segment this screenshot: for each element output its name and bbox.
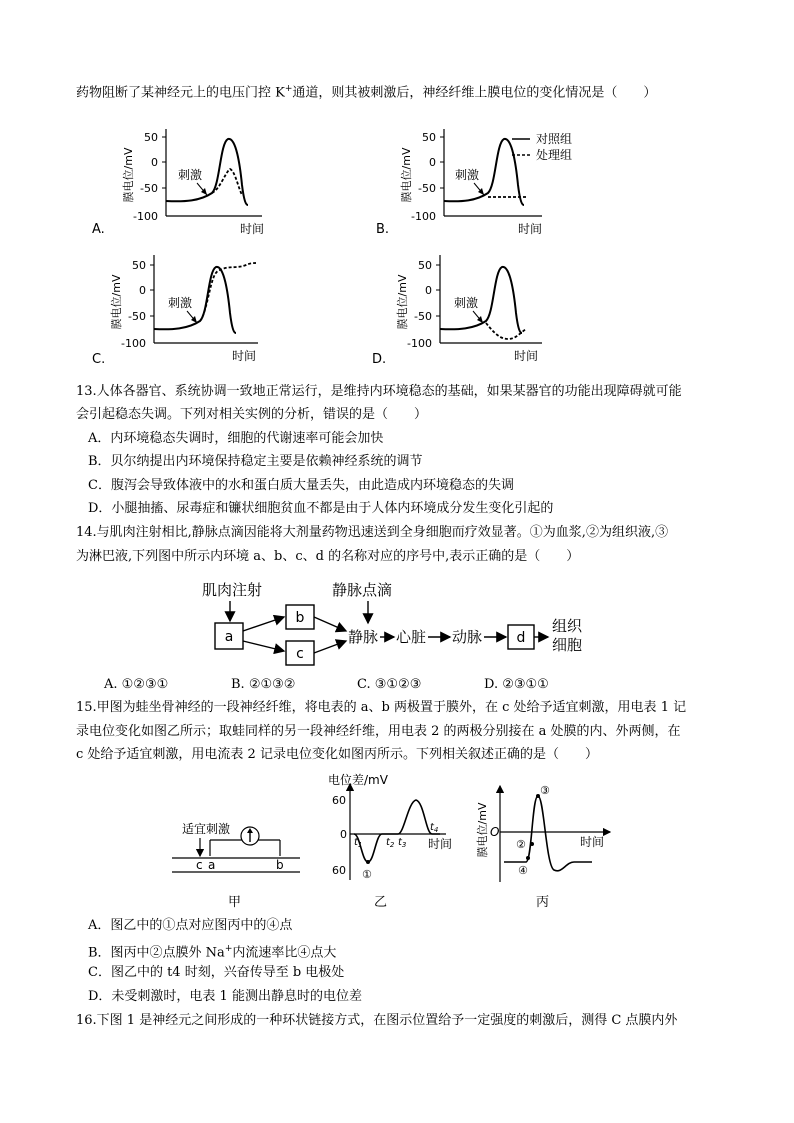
q14-option-d: D. ②③①① [484, 677, 549, 692]
q12-graph-d [372, 255, 542, 367]
tissue-label-2: 细胞 [552, 636, 583, 654]
q15-option-b-sup: + [224, 944, 233, 954]
tissue-label-1: 组织 [552, 617, 583, 635]
q14-option-a: A. ①②③① [104, 677, 169, 692]
q12-intro-text: 药物阻断了某神经元上的电压门控 K [76, 85, 285, 101]
stim-label: 刺激 [455, 168, 480, 182]
legend-control: 对照组 [536, 132, 573, 146]
tick-0: 0 [139, 284, 146, 297]
q16-stem-1: 16.下图 1 是神经元之间形成的一种环状链接方式，在图示位置给予一定强度的刺激后，测得 C 点膜内外 [76, 1013, 678, 1028]
q14-flow-diagram [180, 575, 600, 675]
tick-neg50: -50 [140, 182, 158, 195]
q15-option-d: D．未受刺激时，电表 1 能测出静息时的电位差 [88, 989, 362, 1004]
heart-label: 心脏 [396, 628, 427, 646]
yi-t2: $t_2$ [386, 837, 395, 849]
yi-y-bottom: 60 [332, 864, 346, 877]
q12-intro-sup: + [284, 84, 293, 94]
x-axis-label: 时间 [514, 349, 539, 363]
x-axis-label: 时间 [240, 222, 265, 236]
q13-option-d: D．小腿抽搐、尿毒症和镰状细胞贫血不都是由于人体内环境成分发生变化引起的 [88, 501, 554, 516]
q13-stem-1: 13.人体各器官、系统协调一致地正常运行，是维持内环境稳态的基础，如果某器官的功能出现障碍就可能 [76, 384, 682, 399]
option-a-label: A. [92, 222, 105, 237]
legend-treatment: 处理组 [536, 148, 573, 162]
q13-option-b: B．贝尔纳提出内环境保持稳定主要是依赖神经系统的调节 [88, 454, 423, 469]
yi-mark-1: ① [362, 868, 372, 881]
tick-0: 0 [429, 156, 436, 169]
box-b: b [295, 610, 305, 626]
caption-jia: 甲 [228, 895, 242, 910]
tick-neg100: -100 [133, 210, 158, 223]
q15-stem-2: 录电位变化如图乙所示；取蛙同样的另一段神经纤维，用电表 2 的两极分别接在 a 处膜的内、外两侧，在 [76, 724, 681, 739]
q14-stem-2: 为淋巴液,下列图中所示内环境 a、b、c、d 的名称对应的序号中,表示正确的是（ ） [76, 549, 580, 564]
stim-label: 刺激 [178, 168, 203, 182]
tick-neg100: -100 [407, 337, 432, 350]
bing-mark-4: ④ [518, 864, 528, 877]
option-d-label: D. [372, 352, 387, 367]
y-axis-label: 膜电位/mV [396, 274, 409, 330]
figure-bing [475, 784, 610, 910]
tick-50: 50 [144, 131, 158, 144]
q12-intro [76, 80, 656, 102]
q15-stem-3: c 处给予适宜刺激，用电流表 2 记录电位变化如图丙所示。下列相关叙述正确的是（ ） [76, 747, 598, 762]
yi-y-top: 60 [332, 794, 346, 807]
q15-option-b-text-2: 内流速率比④点大 [232, 945, 337, 961]
y-axis-label: 膜电位/mV [110, 274, 123, 330]
tick-neg50: -50 [414, 310, 432, 323]
q14-stem-1: 14.与肌肉注射相比,静脉点滴因能将大剂量药物迅速送到全身细胞而疗效显著。①为血浆,②为组织液,③ [76, 525, 669, 540]
x-axis-label: 时间 [232, 349, 257, 363]
yi-t3: $t_3$ [398, 837, 407, 849]
box-a: a [224, 629, 234, 645]
label-a: a [208, 858, 216, 872]
tick-neg100: -100 [411, 210, 436, 223]
caption-bing: 丙 [536, 895, 550, 910]
yi-x-label: 时间 [428, 837, 453, 851]
q15-option-b [88, 940, 336, 962]
q14-option-c: C. ③①②③ [357, 677, 422, 692]
artery-label: 动脉 [452, 628, 483, 646]
caption-yi: 乙 [374, 895, 388, 910]
q12-graphs [0, 115, 794, 370]
yi-y-zero: 0 [340, 828, 347, 841]
q14-option-b: B. ②①③② [231, 677, 296, 692]
option-c-label: C. [92, 352, 106, 367]
vein-label: 静脉 [348, 628, 379, 646]
q13-option-a: A．内环境稳态失调时，细胞的代谢速率可能会加快 [88, 431, 384, 446]
x-axis-label: 时间 [518, 222, 543, 236]
tick-50: 50 [132, 259, 146, 272]
q12-graph-b [376, 129, 572, 237]
y-axis-label: 膜电位/mV [122, 147, 135, 203]
stim-label: 刺激 [168, 296, 193, 310]
q13-stem-2: 会引起稳态失调。下列对相关实例的分析，错误的是（ ） [76, 407, 428, 422]
bing-origin: O [490, 825, 500, 839]
stim-label: 刺激 [454, 296, 479, 310]
yi-y-label: 电位差/mV [328, 773, 388, 787]
tick-neg50: -50 [128, 310, 146, 323]
bing-mark-3: ③ [540, 784, 550, 797]
tick-neg100: -100 [121, 337, 146, 350]
figure-yi [328, 772, 452, 910]
q15-stem-1: 15.甲图为蛙坐骨神经的一段神经纤维，将电表的 a、b 两极置于膜外，在 c 处给予适宜刺激，用电表 1 记 [76, 700, 687, 715]
figure-jia [172, 821, 300, 910]
option-b-label: B. [376, 222, 390, 237]
tick-50: 50 [422, 131, 436, 144]
q12-intro-text-2: 通道，则其被刺激后，神经纤维上膜电位的变化情况是（ ） [292, 85, 657, 101]
yi-t4: $t_4$ [430, 822, 439, 834]
tick-neg50: -50 [418, 182, 436, 195]
label-b: b [276, 858, 284, 872]
q15-option-c: C．图乙中的 t4 时刻，兴奋传导至 b 电极处 [88, 965, 345, 980]
y-axis-label: 膜电位/mV [400, 147, 413, 203]
q12-graph-c [92, 255, 258, 367]
bing-x-label: 时间 [580, 835, 605, 849]
q12-graph-a [92, 129, 264, 237]
bing-y-label: 膜电位/mV [476, 802, 489, 858]
box-c: c [296, 646, 304, 662]
box-d: d [516, 630, 526, 646]
intramuscular-label: 肌肉注射 [202, 581, 263, 599]
iv-drip-label: 静脉点滴 [332, 581, 393, 599]
stim-label: 适宜刺激 [182, 822, 231, 836]
tick-0: 0 [425, 284, 432, 297]
q15-option-b-text: B．图丙中②点膜外 Na [88, 945, 225, 961]
q15-option-a: A．图乙中的①点对应图丙中的④点 [88, 918, 293, 933]
label-c: c [196, 858, 203, 872]
yi-t1: $t_1$ [354, 837, 363, 849]
q13-option-c: C．腹泻会导致体液中的水和蛋白质大量丢失，由此造成内环境稳态的失调 [88, 478, 514, 493]
tick-0: 0 [151, 156, 158, 169]
tick-50: 50 [418, 259, 432, 272]
bing-mark-2: ② [516, 838, 526, 851]
q15-figures [170, 770, 620, 910]
